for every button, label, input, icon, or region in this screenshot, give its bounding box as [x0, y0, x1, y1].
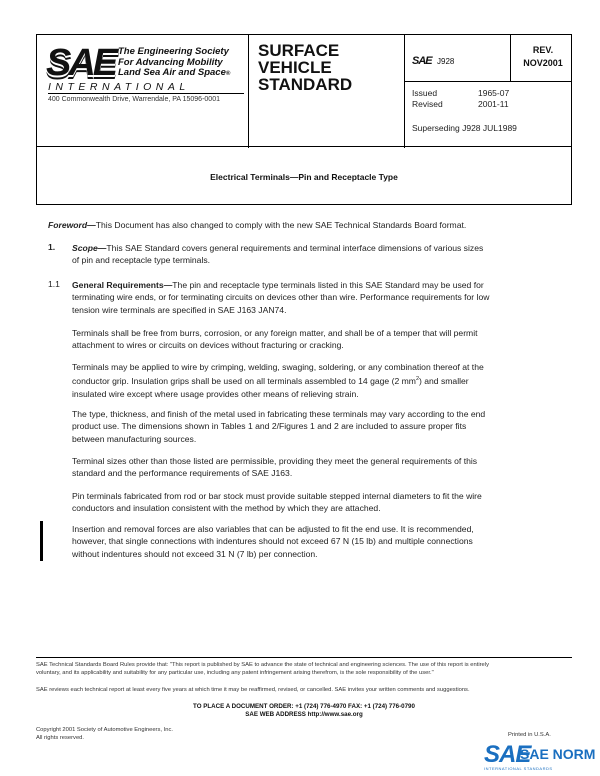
- order-line: TO PLACE A DOCUMENT ORDER: +1 (724) 776-4970 FAX: +1 (724) 776-0790: [193, 703, 415, 710]
- general-req-paragraph: General Requirements—The pin and receptacle type terminals listed in this SAE Standard may be used for terminating wire ends, or for terminating circuits on devices other than wire. Performance requirements for low tension wire terminals are specified in SAE J163 JAN74.: [72, 280, 490, 315]
- foreword: Foreword—This Document has also changed to comply with the new SAE Technical Standards Board format.: [48, 220, 467, 230]
- policy-statement: SAE Technical Standards Board Rules provide that: "This report is published by SAE to advance the state of technical and engineering sciences. The use of this report is entirely voluntary, and its applicability and suitability for any particular use, including any patent infringement arising therefrom, is the sole responsibility of the user.": [36, 662, 489, 676]
- watermark-subtext: INTERNATIONAL STANDARDS: [484, 766, 553, 771]
- paragraph-burrs: Terminals shall be free from burrs, corrosion, or any foreign matter, and shall be of a temper that will permit attachment to wires or circuits on devices without fracturing or cracking.: [72, 328, 478, 351]
- revised-label: Revised: [412, 99, 443, 109]
- web-address: SAE WEB ADDRESS http://www.sae.org: [245, 711, 363, 718]
- paragraph-pin-terminals: Pin terminals fabricated from rod or bar stock must provide suitable stepped internal diameters to fit the wire conductors and insulation consistent with the method by which they are attached.: [72, 491, 482, 514]
- paragraph-metal: The type, thickness, and finish of the metal used in fabricating these terminals may vary according to the end product use. The dimensions shown in Tables 1 and 2/Figures 1 and 2 are included to assure proper fits between manufacturing sources.: [72, 409, 486, 444]
- issued-label: Issued: [412, 88, 438, 98]
- scope-paragraph: Scope—This SAE Standard covers general requirements and terminal interface dimensions of various sizes of pin and receptacle type terminals.: [72, 243, 484, 266]
- paragraph-forces: Insertion and removal forces are also variables that can be adjusted to fit the end use. It is recommended, however, that single connections with indentures should not exceed 67 N (15 lb) and multiple connections without indentures should not exceed 31 N (7 lb) per connection.: [72, 524, 474, 559]
- revised-value: 2001-11: [478, 99, 509, 109]
- international-wordmark: INTERNATIONAL: [48, 81, 190, 93]
- document-title: Electrical Terminals—Pin and Receptacle Type: [210, 172, 398, 182]
- watermark-logo: SAE: [484, 741, 531, 768]
- revision-label: REV. NOV2001: [523, 45, 563, 68]
- paragraph-crimping: Terminals may be applied to wire by crimping, welding, swaging, soldering, or any combination thereof at the conductor grip. Insulation grips shall be used on all terminals assembled to 14 gage (2 $mm^2$) and smaller insulated wire except where usage provides other means of relieving strain.: [72, 362, 484, 399]
- copyright: Copyright 2001 Society of Automotive Engineers, Inc. All rights reserved.: [36, 727, 173, 741]
- watermark-text: SAE NORM: [520, 746, 596, 762]
- address: 400 Commonwealth Drive, Warrendale, PA 15096-0001: [48, 96, 220, 103]
- printed-in: Printed in U.S.A.: [508, 732, 551, 738]
- doc-sae-mark: SAE: [412, 55, 432, 67]
- general-req-number: 1.1: [48, 279, 60, 289]
- superseding: Superseding J928 JUL1989: [412, 123, 517, 133]
- logo-rule: [48, 93, 244, 94]
- review-statement: SAE reviews each technical report at least every five years at which time it may be reaffirmed, revised, or cancelled. SAE invites your written comments and suggestions.: [36, 687, 470, 693]
- paragraph-sizes: Terminal sizes other than those listed are permissible, providing they meet the general requirements of this standard and the performance requirements of SAE J163.: [72, 456, 478, 479]
- standard-type: SURFACE VEHICLE STANDARD: [258, 41, 353, 94]
- sae-logo: SAE: [46, 42, 116, 84]
- footer-rule: [36, 657, 572, 658]
- society-tagline: The Engineering Society For Advancing Mobility Land Sea Air and Space®: [118, 46, 231, 78]
- change-bar: [40, 521, 43, 561]
- doc-number: J928: [437, 57, 455, 66]
- scope-number: 1.: [48, 242, 56, 252]
- issued-value: 1965-07: [478, 88, 510, 98]
